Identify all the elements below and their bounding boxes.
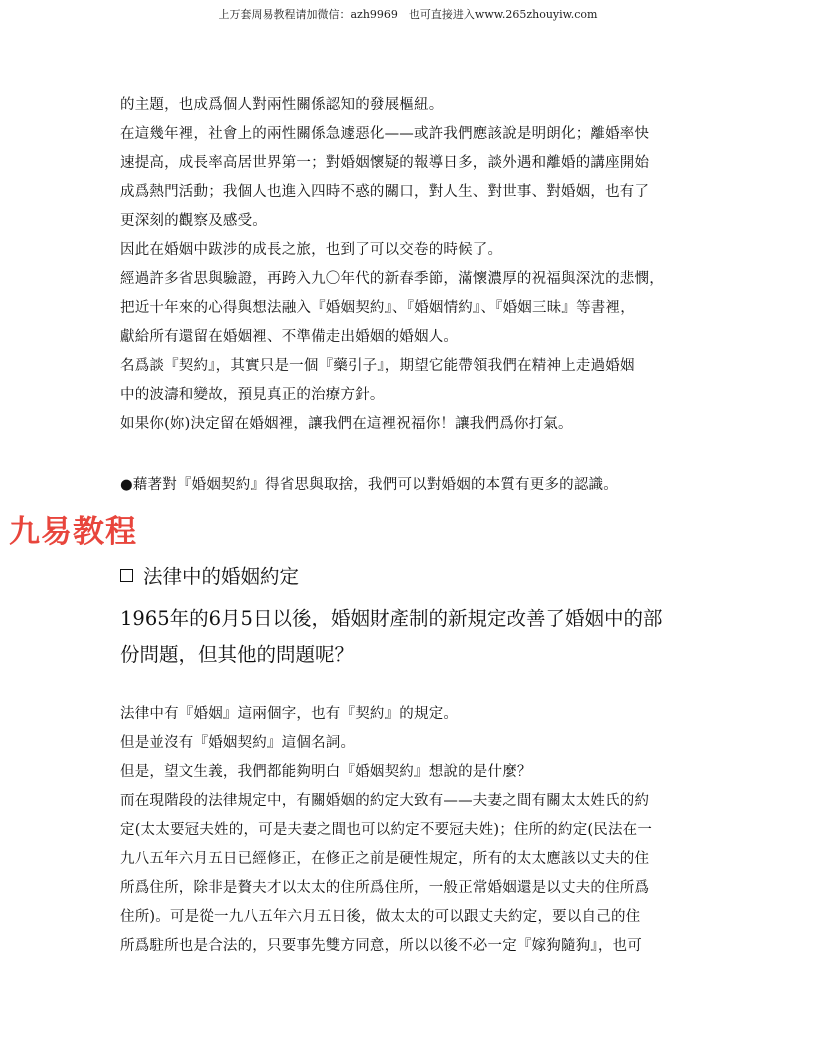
top-text-block: [120, 91, 720, 439]
text-line: 而在現階段的法律規定中，有關婚姻的約定大致有——夫妻之間有關太太姓氏的約: [120, 793, 650, 809]
text-line: 如果你(妳)決定留在婚姻裡，讓我們在這裡祝福你！讓我們爲你打氣。: [120, 416, 573, 432]
page-header: 上万套周易教程请加微信：azh9969 也可直接进入www.265zhouyiw.com: [218, 8, 598, 21]
text-line: 把近十年來的心得與想法融入『婚姻契約』、『婚姻情約』、『婚姻三昧』等書裡，: [120, 300, 635, 316]
text-line: 所爲住所，除非是贅夫才以太太的住所爲住所，一般正常婚姻還是以丈夫的住所爲: [120, 880, 650, 896]
intro-line: 1965年的6月5日以後，婚姻財產制的新規定改善了婚姻中的部: [120, 607, 663, 630]
text-line: 名爲談『契約』，其實只是一個『藥引子』，期望它能帶領我們在精神上走過婚姻: [120, 358, 635, 374]
watermark-logo: 九易教程: [9, 514, 137, 550]
text-line: 速提高，成長率高居世界第一；對婚姻懷疑的報導日多，談外遇和離婚的講座開始: [120, 155, 650, 171]
text-line: 法律中有『婚姻』這兩個字，也有『契約』的規定。: [120, 706, 459, 722]
bullet-paragraph: [120, 471, 720, 500]
text-line: 更深刻的觀察及感受。: [120, 213, 267, 229]
text-line: 九八五年六月五日已經修正，在修正之前是硬性規定，所有的太太應該以丈夫的住: [120, 851, 650, 867]
checkbox-square-icon: [120, 569, 133, 582]
section-title-text: 法律中的婚姻約定: [143, 565, 300, 588]
text-line: 所爲駐所也是合法的，只要事先雙方同意，所以以後不必一定『嫁狗隨狗』，也可: [120, 938, 642, 954]
text-line: 定(太太要冠夫姓的，可是夫妻之間也可以約定不要冠夫姓)；住所的約定(民法在一: [120, 822, 653, 838]
intro-line: 份問題，但其他的問題呢？: [120, 643, 355, 666]
text-line: 的主題，也成爲個人對兩性關係認知的發展樞紐。: [120, 97, 444, 113]
text-line: 經過許多省思與驗證，再跨入九〇年代的新春季節，滿懷濃厚的祝福與深沈的悲憫，: [120, 271, 664, 287]
bullet-line: ●藉著對『婚姻契約』得省思與取捨，我們可以對婚姻的本質有更多的認識。: [120, 477, 618, 493]
text-line: 在這幾年裡，社會上的兩性關係急遽惡化——或許我們應該說是明朗化；離婚率快: [120, 126, 650, 142]
section-intro: [120, 601, 720, 673]
text-line: 成爲熱門活動；我個人也進入四時不惑的關口，對人生、對世事、對婚姻，也有了: [120, 184, 650, 200]
text-line: 中的波濤和變故，預見真正的治療方針。: [120, 387, 385, 403]
section-title: [120, 563, 299, 591]
text-line: 獻給所有還留在婚姻裡、不準備走出婚姻的婚姻人。: [120, 329, 459, 345]
text-line: 因此在婚姻中跋涉的成長之旅，也到了可以交卷的時候了。: [120, 242, 503, 258]
text-line: 住所)。可是從一九八五年六月五日後，做太太的可以跟丈夫約定，要以自己的住: [120, 909, 641, 925]
text-line: 但是，望文生義，我們都能夠明白『婚姻契約』想說的是什麼？: [120, 764, 532, 780]
text-line: 但是並沒有『婚姻契約』這個名詞。: [120, 735, 356, 751]
body-text-block: [120, 700, 720, 961]
